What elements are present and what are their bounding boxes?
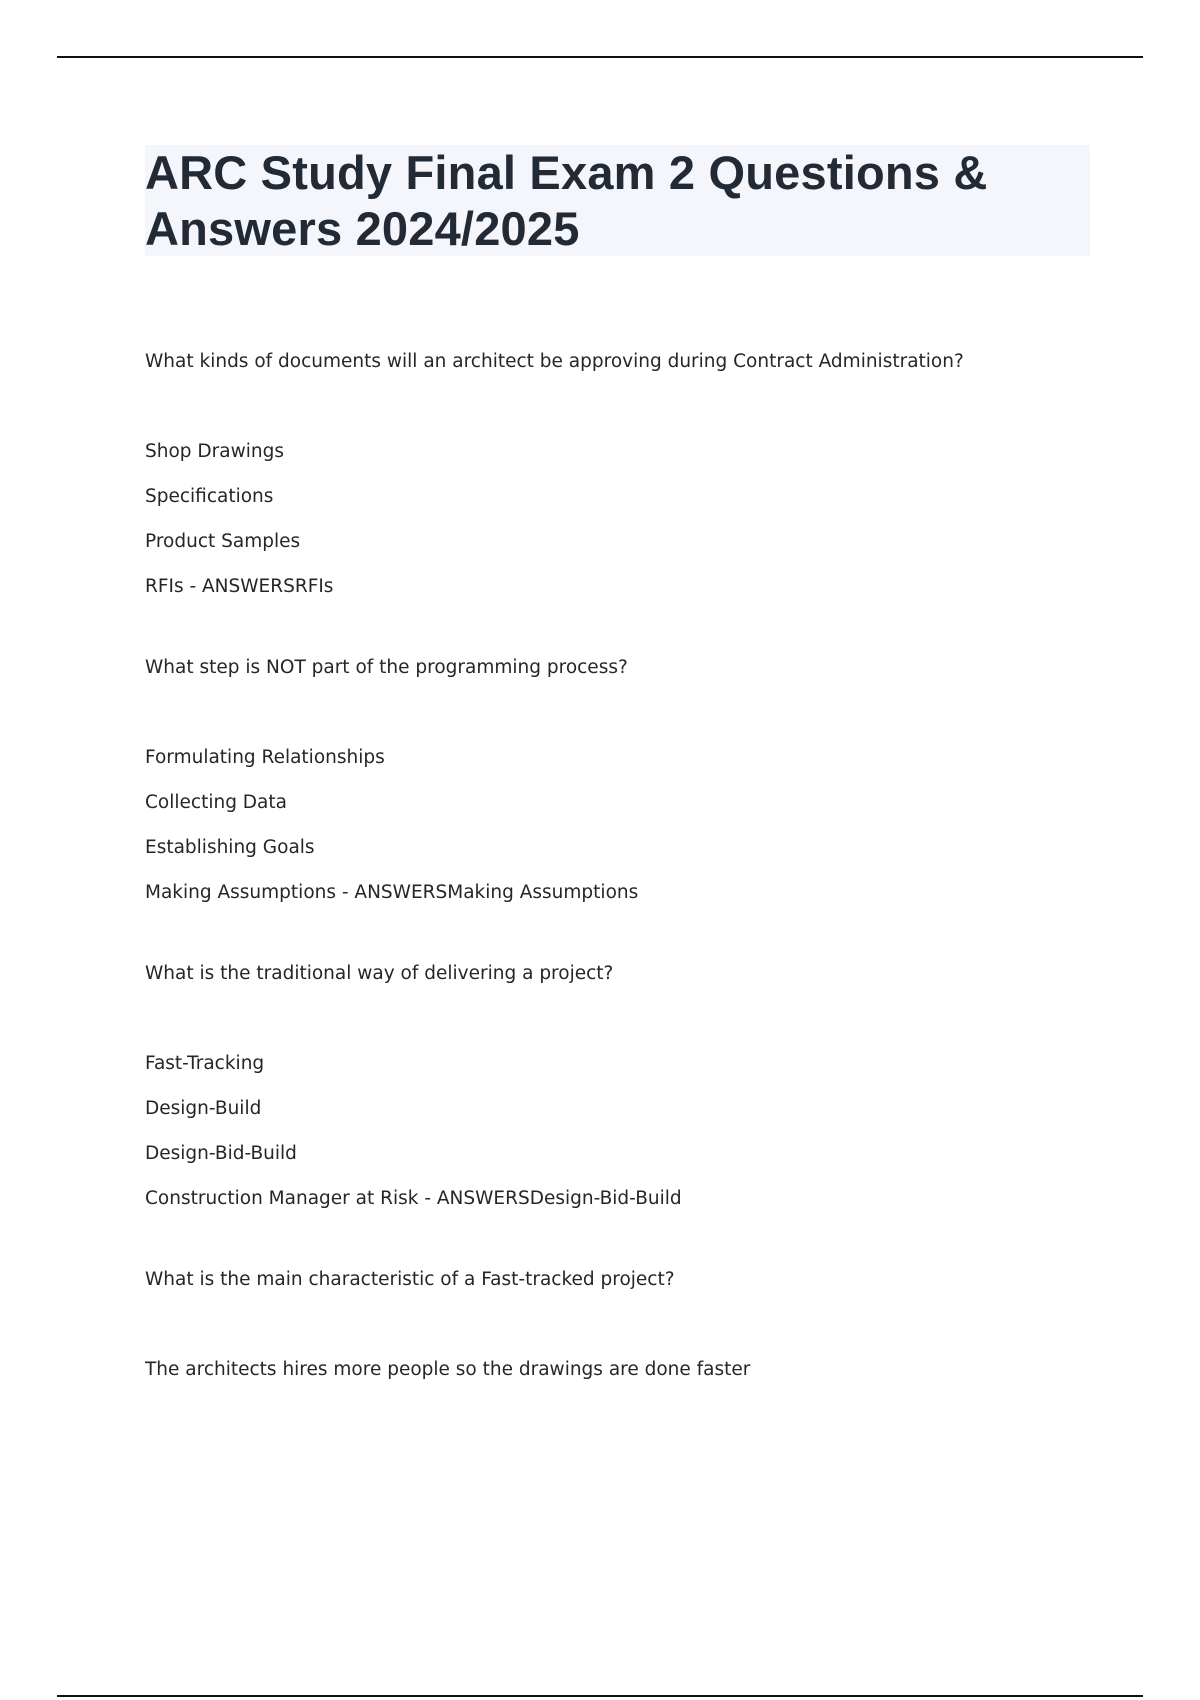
option-item-with-answer: RFIs - ANSWERSRFIs xyxy=(145,576,334,597)
option-item-with-answer: Construction Manager at Risk - ANSWERSDesign-Bid-Build xyxy=(145,1188,682,1209)
qa-content xyxy=(145,345,1105,1434)
option-item: Design-Build xyxy=(145,1098,262,1119)
option-item: Shop Drawings xyxy=(145,441,284,462)
question-text: What is the traditional way of delivering a project? xyxy=(145,963,614,984)
qa-block-4 xyxy=(145,1263,1105,1387)
option-item: Design-Bid-Build xyxy=(145,1143,297,1164)
option-item: Fast-Tracking xyxy=(145,1053,265,1074)
option-item: The architects hires more people so the drawings are done faster xyxy=(145,1359,751,1380)
qa-block-3 xyxy=(145,957,1105,1216)
title-banner xyxy=(145,145,1090,256)
bottom-divider xyxy=(57,1695,1143,1697)
option-item-with-answer: Making Assumptions - ANSWERSMaking Assumptions xyxy=(145,882,639,903)
question-text: What is the main characteristic of a Fast-tracked project? xyxy=(145,1269,675,1290)
question-text: What step is NOT part of the programming process? xyxy=(145,657,628,678)
options-list xyxy=(145,435,1105,604)
qa-block-1 xyxy=(145,345,1105,604)
options-list xyxy=(145,1353,1105,1387)
option-item: Collecting Data xyxy=(145,792,287,813)
option-item: Establishing Goals xyxy=(145,837,315,858)
page-title: ARC Study Final Exam 2 Questions & Answers 2024/2025 xyxy=(145,146,988,255)
option-item: Formulating Relationships xyxy=(145,747,385,768)
top-divider xyxy=(57,56,1143,58)
qa-block-2 xyxy=(145,651,1105,910)
option-item: Product Samples xyxy=(145,531,301,552)
option-item: Specifications xyxy=(145,486,274,507)
options-list xyxy=(145,741,1105,910)
options-list xyxy=(145,1047,1105,1216)
question-text: What kinds of documents will an architect be approving during Contract Administration? xyxy=(145,351,964,372)
